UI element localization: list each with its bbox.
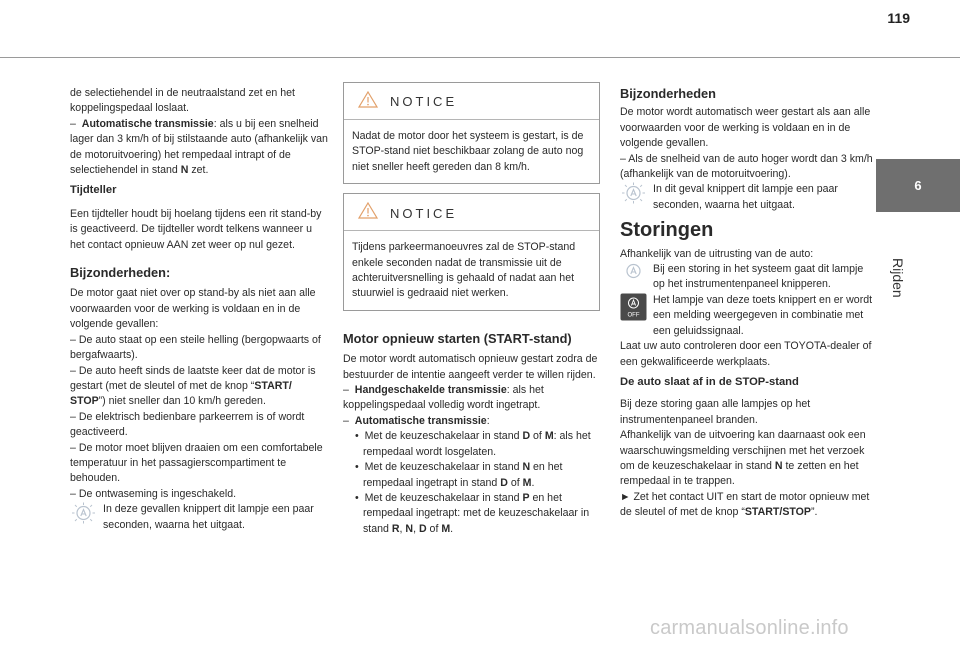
notice-box bbox=[343, 82, 600, 184]
indicator-note bbox=[620, 293, 875, 339]
paragraph: Een tijdteller houdt bij hoelang tijdens een rit stand-by is geactiveerd. De tijdteller wordt telkens wanneer u het contact opnieuw AAN zet weer op nul gezet. bbox=[70, 207, 322, 251]
auto-stop-off-button-icon bbox=[620, 293, 647, 326]
list-item: – De auto staat op een steile helling (bergopwaarts of bergafwaarts). bbox=[70, 333, 321, 362]
notice-body: Tijdens parkeermanoeuvres zal de STOP-stand enkele seconden nadat de transmissie uit de achteruitversnelling is gehaald of nadat aan het stuurwiel is gedraaid niet werken. bbox=[352, 241, 576, 300]
heading-bijzonderheden: Bijzonderheden bbox=[620, 86, 716, 101]
list-item: • Met de keuzeschakelaar in stand P en het rempedaal ingetrapt: met de keuzeschakelaar in stand R, N, D of M. bbox=[355, 491, 590, 535]
paragraph: Bij deze storing gaan alle lampjes op het instrumentenpaneel branden. bbox=[620, 398, 811, 426]
indicator-note bbox=[70, 502, 328, 533]
column-3 bbox=[620, 86, 875, 521]
off-label: OFF bbox=[627, 312, 640, 319]
list-item: – De elektrisch bedienbare parkeerrem is of wordt geactiveerd. bbox=[70, 410, 305, 439]
paragraph: Laat uw auto controleren door een TOYOTA-dealer of een gekwalificeerde werkplaats. bbox=[620, 340, 872, 368]
paragraph: ► Zet het contact UIT en start de motor opnieuw met de sleutel of met de knop “START/STOP”. bbox=[620, 490, 870, 519]
warning-triangle-icon bbox=[358, 202, 378, 224]
list-item: – Automatische transmissie: als u bij een snelheid lager dan 3 km/h of bij stilstaande auto (afhankelijk van de motoruitvoering) het rempedaal intrapt of de selectiehendel in stand N zet. bbox=[70, 117, 328, 177]
notice-body: Nadat de motor door het systeem is gestart, is de STOP-stand niet beschikbaar zolang de auto nog niet sneller heeft gereden dan 8 km/h. bbox=[352, 130, 584, 173]
paragraph: Bij een storing in het systeem gaat dit lampje op het instrumentenpaneel knipperen. bbox=[653, 263, 864, 291]
notice-box bbox=[343, 193, 600, 311]
column-2 bbox=[343, 82, 600, 537]
chapter-label: Rijden bbox=[890, 258, 906, 298]
header-divider bbox=[0, 57, 960, 58]
chapter-tab: 6 bbox=[876, 159, 960, 212]
list-item: – Automatische transmissie: bbox=[343, 414, 490, 427]
list-item: – Handgeschakelde transmissie: als het koppelingspedaal volledig wordt ingetrapt. bbox=[343, 384, 544, 412]
warning-triangle-icon bbox=[358, 91, 378, 113]
paragraph: Afhankelijk van de uitvoering kan daarnaast ook een waarschuwingsmelding verschijnen met het verzoek om de keuzeschakelaar in stand N te zetten en het rempedaal in te trappen. bbox=[620, 429, 866, 488]
paragraph: De motor gaat niet over op stand-by als niet aan alle voorwaarden voor de werking is voldaan en in de volgende gevallen: bbox=[70, 287, 316, 331]
page-number: 119 bbox=[887, 10, 910, 26]
list-item: – De ontwaseming is ingeschakeld. bbox=[70, 487, 237, 500]
paragraph: De motor wordt automatisch opnieuw gestart zodra de bestuurder de intentie aangeeft verder te willen rijden. bbox=[343, 353, 598, 381]
auto-stop-warning-icon bbox=[70, 502, 97, 529]
notice-title: NOTICE bbox=[390, 94, 458, 110]
notice-title: NOTICE bbox=[390, 205, 458, 221]
list-item: • Met de keuzeschakelaar in stand D of M: als het rempedaal wordt losgelaten. bbox=[355, 430, 591, 458]
list-item: – De motor moet blijven draaien om een comfortabele temperatuur in het passagierscompartiment te behouden. bbox=[70, 441, 323, 485]
list-item: • Met de keuzeschakelaar in stand N en het rempedaal ingetrapt in stand D of M. bbox=[355, 461, 563, 489]
paragraph: Afhankelijk van de uitrusting van de auto: bbox=[620, 247, 814, 260]
column-1 bbox=[70, 86, 328, 533]
indicator-note bbox=[620, 262, 875, 293]
heading-stall: De auto slaat af in de STOP-stand bbox=[620, 375, 799, 388]
list-item: – Als de snelheid van de auto hoger wordt dan 3 km/h (afhankelijk van de motoruitvoering). bbox=[620, 152, 873, 181]
auto-stop-fault-icon bbox=[620, 262, 647, 285]
heading-storingen: Storingen bbox=[620, 219, 714, 242]
paragraph: Het lampje van deze toets knippert en er wordt een melding weergegeven in combinatie met een geluidssignaal. bbox=[653, 293, 873, 337]
list-item: – De auto heeft sinds de laatste keer dat de motor is gestart (met de sleutel of met de knop “START/ STOP”) niet sneller dan 10 km/h gereden. bbox=[70, 364, 316, 408]
heading-tijdteller: Tijdteller bbox=[70, 184, 117, 197]
paragraph: de selectiehendel in de neutraalstand zet en het koppelingspedaal loslaat. bbox=[70, 87, 295, 115]
auto-stop-warning-icon bbox=[620, 182, 647, 209]
heading-restart: Motor opnieuw starten (START-stand) bbox=[343, 330, 572, 346]
indicator-note bbox=[620, 182, 875, 213]
paragraph: In dit geval knippert dit lampje een paar seconden, waarna het uitgaat. bbox=[653, 183, 838, 211]
heading-bijzonderheden: Bijzonderheden: bbox=[70, 265, 171, 281]
paragraph: In deze gevallen knippert dit lampje een paar seconden, waarna het uitgaat. bbox=[103, 503, 314, 531]
watermark: carmanualsonline.info bbox=[650, 617, 849, 639]
paragraph: De motor wordt automatisch weer gestart als aan alle voorwaarden voor de werking is voldaan en in de volgende gevallen. bbox=[620, 106, 871, 150]
